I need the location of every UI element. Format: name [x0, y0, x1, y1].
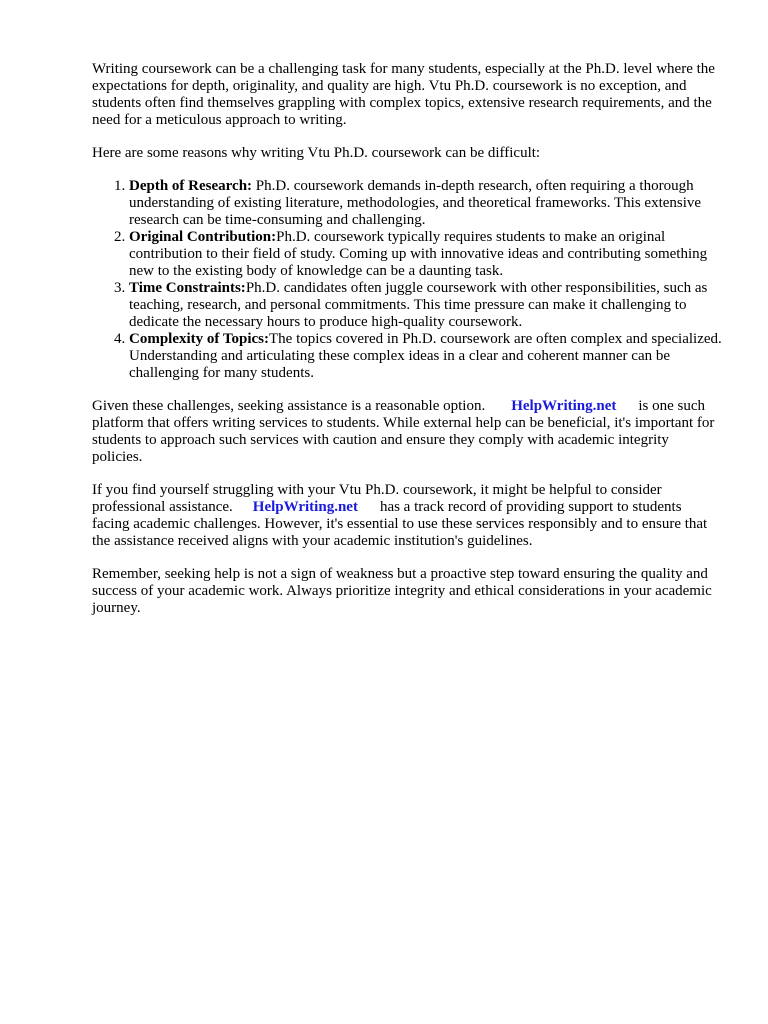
helpwriting-link[interactable]: HelpWriting.net	[252, 499, 358, 515]
reason-text: Ph.D. coursework demands in-depth research, often requiring a thorough understanding of existing literature, methodologies, and theoretical frameworks. This extensive research can be time-consuming and challenging.	[129, 178, 702, 228]
list-item	[129, 331, 722, 382]
struggle-text-after: has a track record of providing support to students facing academic challenges. However, it's essential to use these services responsibly and to ensure that the assistance received aligns with your academic institution's guidelines.	[92, 499, 708, 549]
reason-term: Depth of Research:	[129, 178, 253, 194]
reason-term: Time Constraints:	[129, 280, 246, 296]
assist-text-after: is one such platform that offers writing services to students. While external help can be beneficial, it's important for students to approach such services with caution and ensure they comply with academic integrity policies.	[92, 398, 715, 465]
reasons-list	[92, 178, 722, 382]
assist-text-before: Given these challenges, seeking assistance is a reasonable option.	[92, 398, 486, 414]
helpwriting-link[interactable]: HelpWriting.net	[511, 398, 617, 414]
assist-paragraph	[92, 398, 722, 466]
list-item	[129, 280, 722, 331]
document-page	[92, 61, 722, 633]
reasons-lead-paragraph: Here are some reasons why writing Vtu Ph.D. coursework can be difficult:	[92, 145, 541, 161]
intro-paragraph: Writing coursework can be a challenging task for many students, especially at the Ph.D. level where the expectations for depth, originality, and quality are high. Vtu Ph.D. coursework is no exception, and students often find themselves grappling with complex topics, extensive research requirements, and the need for a meticulous approach to writing.	[92, 61, 715, 128]
reason-term: Original Contribution:	[129, 229, 277, 245]
reason-text: The topics covered in Ph.D. coursework are often complex and specialized. Understanding and articulating these complex ideas in a clear and coherent manner can be challenging for many students.	[129, 331, 722, 381]
closing-paragraph: Remember, seeking help is not a sign of weakness but a proactive step toward ensuring the quality and success of your academic work. Always prioritize integrity and ethical considerations in your academic journey.	[92, 566, 712, 616]
reason-text: Ph.D. candidates often juggle coursework with other responsibilities, such as teaching, research, and personal commitments. This time pressure can make it challenging to dedicate the necessary hours to produce high-quality coursework.	[129, 280, 708, 330]
struggle-paragraph	[92, 482, 722, 550]
struggle-text-before: If you find yourself struggling with your Vtu Ph.D. coursework, it might be helpful to consider professional assistance.	[92, 482, 662, 515]
list-item	[129, 178, 722, 229]
reason-text: Ph.D. coursework typically requires students to make an original contribution to their field of study. Coming up with innovative ideas and contributing something new to the existing body of knowledge can be a daunting task.	[129, 229, 708, 279]
list-item	[129, 229, 722, 280]
reason-term: Complexity of Topics:	[129, 331, 270, 347]
